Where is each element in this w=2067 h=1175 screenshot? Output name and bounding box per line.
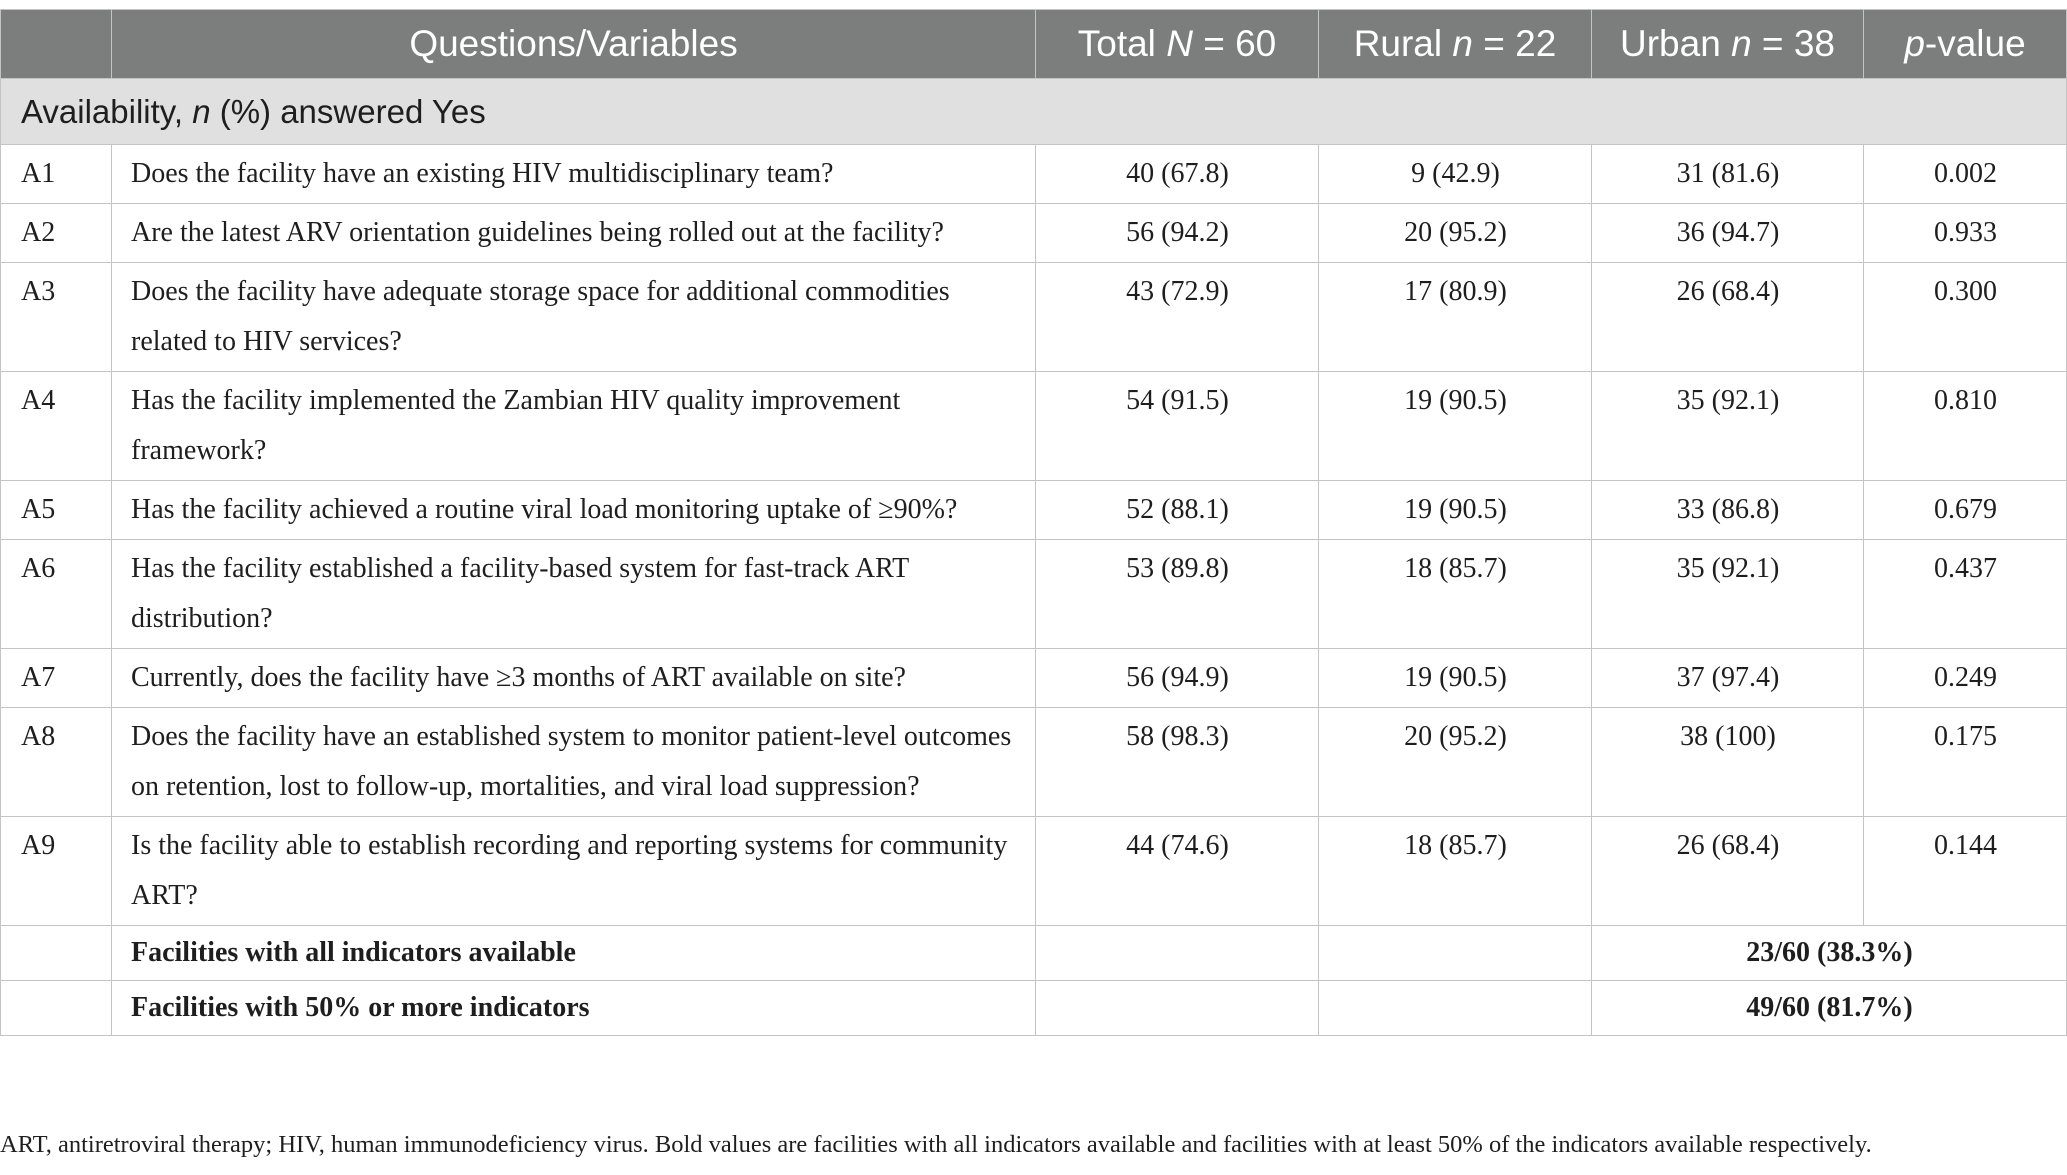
row-urban: 35 (92.1) <box>1592 540 1864 649</box>
row-p-value: 0.175 <box>1864 708 2067 817</box>
summary-empty-cell <box>1036 926 1319 981</box>
row-code: A8 <box>1 708 112 817</box>
header-rural: Rural n = 22 <box>1319 10 1592 79</box>
header-questions: Questions/Variables <box>112 10 1036 79</box>
row-rural: 17 (80.9) <box>1319 263 1592 372</box>
header-total: Total N = 60 <box>1036 10 1319 79</box>
row-code: A3 <box>1 263 112 372</box>
table-row <box>1 263 2067 372</box>
row-total: 56 (94.9) <box>1036 649 1319 708</box>
row-code: A2 <box>1 204 112 263</box>
row-p-value: 0.249 <box>1864 649 2067 708</box>
row-p-value: 0.300 <box>1864 263 2067 372</box>
header-code <box>1 10 112 79</box>
row-rural: 20 (95.2) <box>1319 708 1592 817</box>
row-rural: 19 (90.5) <box>1319 481 1592 540</box>
table-row <box>1 708 2067 817</box>
row-question: Does the facility have an existing HIV multidisciplinary team? <box>112 145 1036 204</box>
row-p-value: 0.679 <box>1864 481 2067 540</box>
table-row <box>1 481 2067 540</box>
row-p-value: 0.002 <box>1864 145 2067 204</box>
row-urban: 36 (94.7) <box>1592 204 1864 263</box>
row-total: 44 (74.6) <box>1036 817 1319 926</box>
row-code: A1 <box>1 145 112 204</box>
row-question: Does the facility have an established system to monitor patient-level outcomes on retention, lost to follow-up, mortalities, and viral load suppression? <box>112 708 1036 817</box>
summary-row <box>1 981 2067 1036</box>
header-p-value: p-value <box>1864 10 2067 79</box>
row-question: Does the facility have adequate storage space for additional commodities related to HIV services? <box>112 263 1036 372</box>
row-total: 53 (89.8) <box>1036 540 1319 649</box>
section-title: Availability, n (%) answered Yes <box>1 79 2067 145</box>
row-rural: 19 (90.5) <box>1319 372 1592 481</box>
row-p-value: 0.437 <box>1864 540 2067 649</box>
table-row <box>1 540 2067 649</box>
table-row <box>1 817 2067 926</box>
row-total: 56 (94.2) <box>1036 204 1319 263</box>
summary-empty-cell <box>1319 926 1592 981</box>
row-total: 58 (98.3) <box>1036 708 1319 817</box>
row-rural: 19 (90.5) <box>1319 649 1592 708</box>
row-p-value: 0.810 <box>1864 372 2067 481</box>
row-urban: 33 (86.8) <box>1592 481 1864 540</box>
row-code: A7 <box>1 649 112 708</box>
row-total: 54 (91.5) <box>1036 372 1319 481</box>
row-rural: 20 (95.2) <box>1319 204 1592 263</box>
summary-empty-cell <box>1036 981 1319 1036</box>
row-rural: 18 (85.7) <box>1319 817 1592 926</box>
row-urban: 37 (97.4) <box>1592 649 1864 708</box>
row-question: Is the facility able to establish recording and reporting systems for community ART? <box>112 817 1036 926</box>
row-question: Currently, does the facility have ≥3 months of ART available on site? <box>112 649 1036 708</box>
availability-table <box>0 9 2067 1036</box>
header-row <box>1 10 2067 79</box>
row-rural: 18 (85.7) <box>1319 540 1592 649</box>
summary-empty-cell <box>1 926 112 981</box>
summary-row <box>1 926 2067 981</box>
table-footnote: ART, antiretroviral therapy; HIV, human immunodeficiency virus. Bold values are facilities with all indicators available and facilities with at least 50% of the indicators available respectively. <box>0 1131 1872 1158</box>
summary-label: Facilities with 50% or more indicators <box>112 981 1036 1036</box>
row-code: A6 <box>1 540 112 649</box>
row-rural: 9 (42.9) <box>1319 145 1592 204</box>
row-total: 43 (72.9) <box>1036 263 1319 372</box>
row-question: Has the facility established a facility-based system for fast-track ART distribution? <box>112 540 1036 649</box>
table-row <box>1 372 2067 481</box>
row-urban: 26 (68.4) <box>1592 817 1864 926</box>
header-urban: Urban n = 38 <box>1592 10 1864 79</box>
row-urban: 38 (100) <box>1592 708 1864 817</box>
row-p-value: 0.933 <box>1864 204 2067 263</box>
row-code: A5 <box>1 481 112 540</box>
row-question: Are the latest ARV orientation guidelines being rolled out at the facility? <box>112 204 1036 263</box>
table-row <box>1 145 2067 204</box>
row-question: Has the facility achieved a routine viral load monitoring uptake of ≥90%? <box>112 481 1036 540</box>
table-row <box>1 204 2067 263</box>
summary-value: 49/60 (81.7%) <box>1592 981 2067 1036</box>
section-row-availability <box>1 79 2067 145</box>
summary-label: Facilities with all indicators available <box>112 926 1036 981</box>
row-total: 52 (88.1) <box>1036 481 1319 540</box>
summary-value: 23/60 (38.3%) <box>1592 926 2067 981</box>
summary-empty-cell <box>1319 981 1592 1036</box>
table-row <box>1 649 2067 708</box>
summary-empty-cell <box>1 981 112 1036</box>
row-urban: 31 (81.6) <box>1592 145 1864 204</box>
row-code: A9 <box>1 817 112 926</box>
row-urban: 35 (92.1) <box>1592 372 1864 481</box>
row-code: A4 <box>1 372 112 481</box>
row-p-value: 0.144 <box>1864 817 2067 926</box>
row-urban: 26 (68.4) <box>1592 263 1864 372</box>
row-question: Has the facility implemented the Zambian HIV quality improvement framework? <box>112 372 1036 481</box>
row-total: 40 (67.8) <box>1036 145 1319 204</box>
